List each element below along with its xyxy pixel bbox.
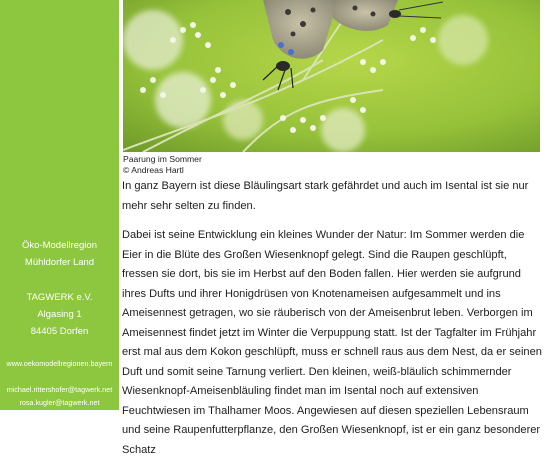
address-block xyxy=(0,289,119,340)
paragraph-development: Dabei ist seine Entwicklung ein kleines Wunder der Natur: Im Sommer werden die Eier in die Blüte des Großen Wiesenknopf gelegt. Sind die Raupen geschlüpft, fressen sie dort, bis sie im Herbst auf den Boden fallen. Hier werden sie aufgrund ihres Dufts und ihrer Honigdrüsen von Knotenameisen aufgesammelt und ins Ameisennest getragen, wo sie räuberisch von der Ameisenbrut leben. Verborgen im Ameisennest findet jetzt im Winter die Verpuppung statt. Ist der Tagfalter im Frühjahr erst mal aus dem Kokon geschlüpft, muss er schnell raus aus dem Nest, da er seinen Duft und somit seine Tarnung verliert. Den kleinen, weiß-bläulich schimmernder Wiesenknopf-Ameisenbläuling findet man im Isental noch auf extensiven Feuchtwiesen im Thalhamer Moos. Angewiesen auf diesen speziellen Lebensraum und seine Raupenfutterpflanze, den Großen Wiesenknopf, ist er ein ganz besonderer Schatz xyxy=(122,229,542,456)
caption-credit: © Andreas Hartl xyxy=(123,165,184,175)
website-link[interactable]: www.oekomodellregionen.bayern xyxy=(6,359,113,368)
city: 84405 Dorfen xyxy=(30,326,89,337)
caption-title: Paarung im Sommer xyxy=(123,154,202,164)
org-name: TAGWERK e.V. xyxy=(26,292,93,303)
butterfly-photo xyxy=(123,0,540,152)
butterfly-photo-image xyxy=(123,0,540,152)
email-link-2[interactable]: rosa.kugler@tagwerk.net xyxy=(19,398,100,407)
photo-caption xyxy=(123,154,540,176)
street: Algasing 1 xyxy=(37,309,82,320)
sidebar xyxy=(0,0,119,410)
article-body xyxy=(122,177,542,470)
region-line-1: Öko-Modellregion xyxy=(22,240,97,251)
email-link-1[interactable]: michael.rittershofer@tagwerk.net xyxy=(6,385,113,394)
paragraph-intro: In ganz Bayern ist diese Bläulingsart stark gefährdet und auch im Isental ist sie nur mehr sehr selten zu finden. xyxy=(122,180,529,212)
region-line-2: Mühldorfer Land xyxy=(24,257,95,268)
region-name xyxy=(0,237,119,271)
